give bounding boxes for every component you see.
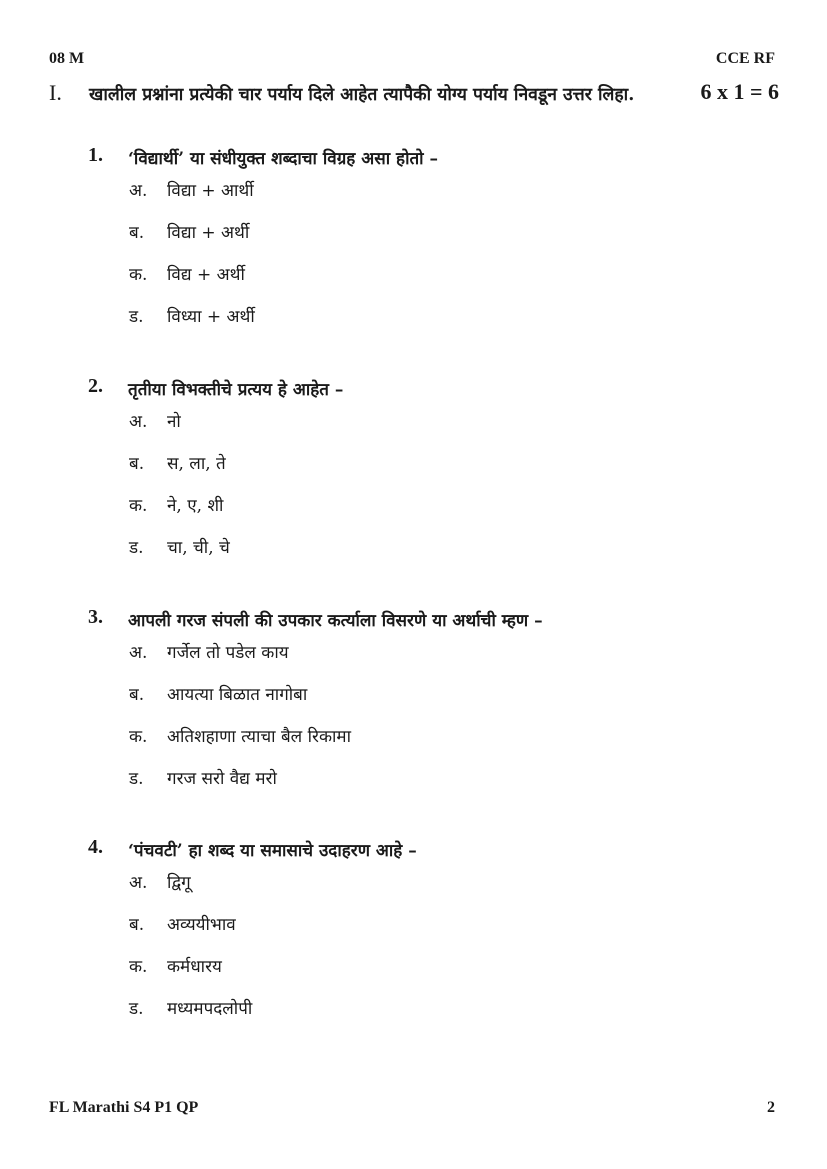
question-4 — [88, 836, 788, 1038]
option-b — [129, 682, 788, 724]
option-d — [129, 535, 788, 577]
question-1 — [88, 144, 788, 346]
option-a — [129, 640, 788, 682]
question-number: 2. — [88, 375, 103, 397]
question-number: 4. — [88, 836, 103, 858]
option-text: विद्या + आर्थी — [167, 181, 254, 201]
option-a — [129, 409, 788, 451]
option-text: स, ला, ते — [167, 454, 226, 474]
option-d — [129, 304, 788, 346]
section-marks: 6 x 1 = 6 — [700, 79, 779, 104]
option-letter: अ. — [129, 181, 148, 201]
option-letter: ब. — [129, 223, 145, 243]
option-text: नो — [167, 412, 181, 432]
option-a — [129, 178, 788, 220]
question-text: ‘विद्यार्थी’ या संधीयुक्त शब्दाचा विग्रह असा होतो – — [128, 149, 438, 169]
option-text: द्विगू — [167, 873, 191, 893]
option-b — [129, 220, 788, 262]
question-text: ‘पंचवटी’ हा शब्द या समासाचे उदाहरण आहे – — [128, 841, 417, 861]
option-d — [129, 996, 788, 1038]
option-text: गर्जेल तो पडेल काय — [167, 643, 289, 663]
option-c — [129, 954, 788, 996]
section-instruction-text: खालील प्रश्नांना प्रत्येकी चार पर्याय दिले आहेत त्यापैकी योग्य पर्याय निवडून उत्तर लिहा. — [89, 85, 635, 105]
option-text: कर्मधारय — [167, 957, 222, 977]
option-letter: ड. — [129, 999, 144, 1019]
option-a — [129, 870, 788, 912]
option-text: विद्य + अर्थी — [167, 265, 245, 285]
option-letter: अ. — [129, 412, 148, 432]
option-letter: अ. — [129, 643, 148, 663]
option-c — [129, 724, 788, 766]
option-text: अव्ययीभाव — [167, 915, 236, 935]
section-instruction — [49, 78, 779, 108]
option-text: विध्या + अर्थी — [167, 307, 255, 327]
option-b — [129, 912, 788, 954]
option-letter: अ. — [129, 873, 148, 893]
question-number: 1. — [88, 144, 103, 166]
page-number: 2 — [767, 1099, 775, 1116]
question-number: 3. — [88, 606, 103, 628]
option-letter: ब. — [129, 685, 145, 705]
option-letter: क. — [129, 957, 148, 977]
option-text: चा, ची, चे — [167, 538, 230, 558]
option-letter: क. — [129, 496, 148, 516]
option-text: ने, ए, शी — [167, 496, 224, 516]
section-number: I. — [49, 80, 62, 105]
header-code: 08 M — [49, 50, 85, 67]
option-c — [129, 262, 788, 304]
option-letter: ड. — [129, 538, 144, 558]
option-text: गरज सरो वैद्य मरो — [167, 769, 277, 789]
option-c — [129, 493, 788, 535]
option-letter: क. — [129, 265, 148, 285]
option-letter: क. — [129, 727, 148, 747]
question-text: आपली गरज संपली की उपकार कर्त्याला विसरणे या अर्थाची म्हण – — [128, 611, 543, 631]
option-text: आयत्या बिळात नागोबा — [167, 685, 308, 705]
option-letter: ब. — [129, 454, 145, 474]
question-text: तृतीया विभक्तीचे प्रत्यय हे आहेत – — [128, 380, 344, 400]
header-series: CCE RF — [715, 50, 775, 67]
option-d — [129, 766, 788, 808]
option-text: अतिशहाणा त्याचा बैल रिकामा — [167, 727, 351, 747]
footer-paper-code: FL Marathi S4 P1 QP — [49, 1099, 199, 1116]
question-2 — [88, 375, 788, 577]
option-text: मध्यमपदलोपी — [167, 999, 253, 1019]
option-b — [129, 451, 788, 493]
question-3 — [88, 606, 788, 808]
option-text: विद्या + अर्थी — [167, 223, 250, 243]
option-letter: ब. — [129, 915, 145, 935]
option-letter: ड. — [129, 307, 144, 327]
option-letter: ड. — [129, 769, 144, 789]
